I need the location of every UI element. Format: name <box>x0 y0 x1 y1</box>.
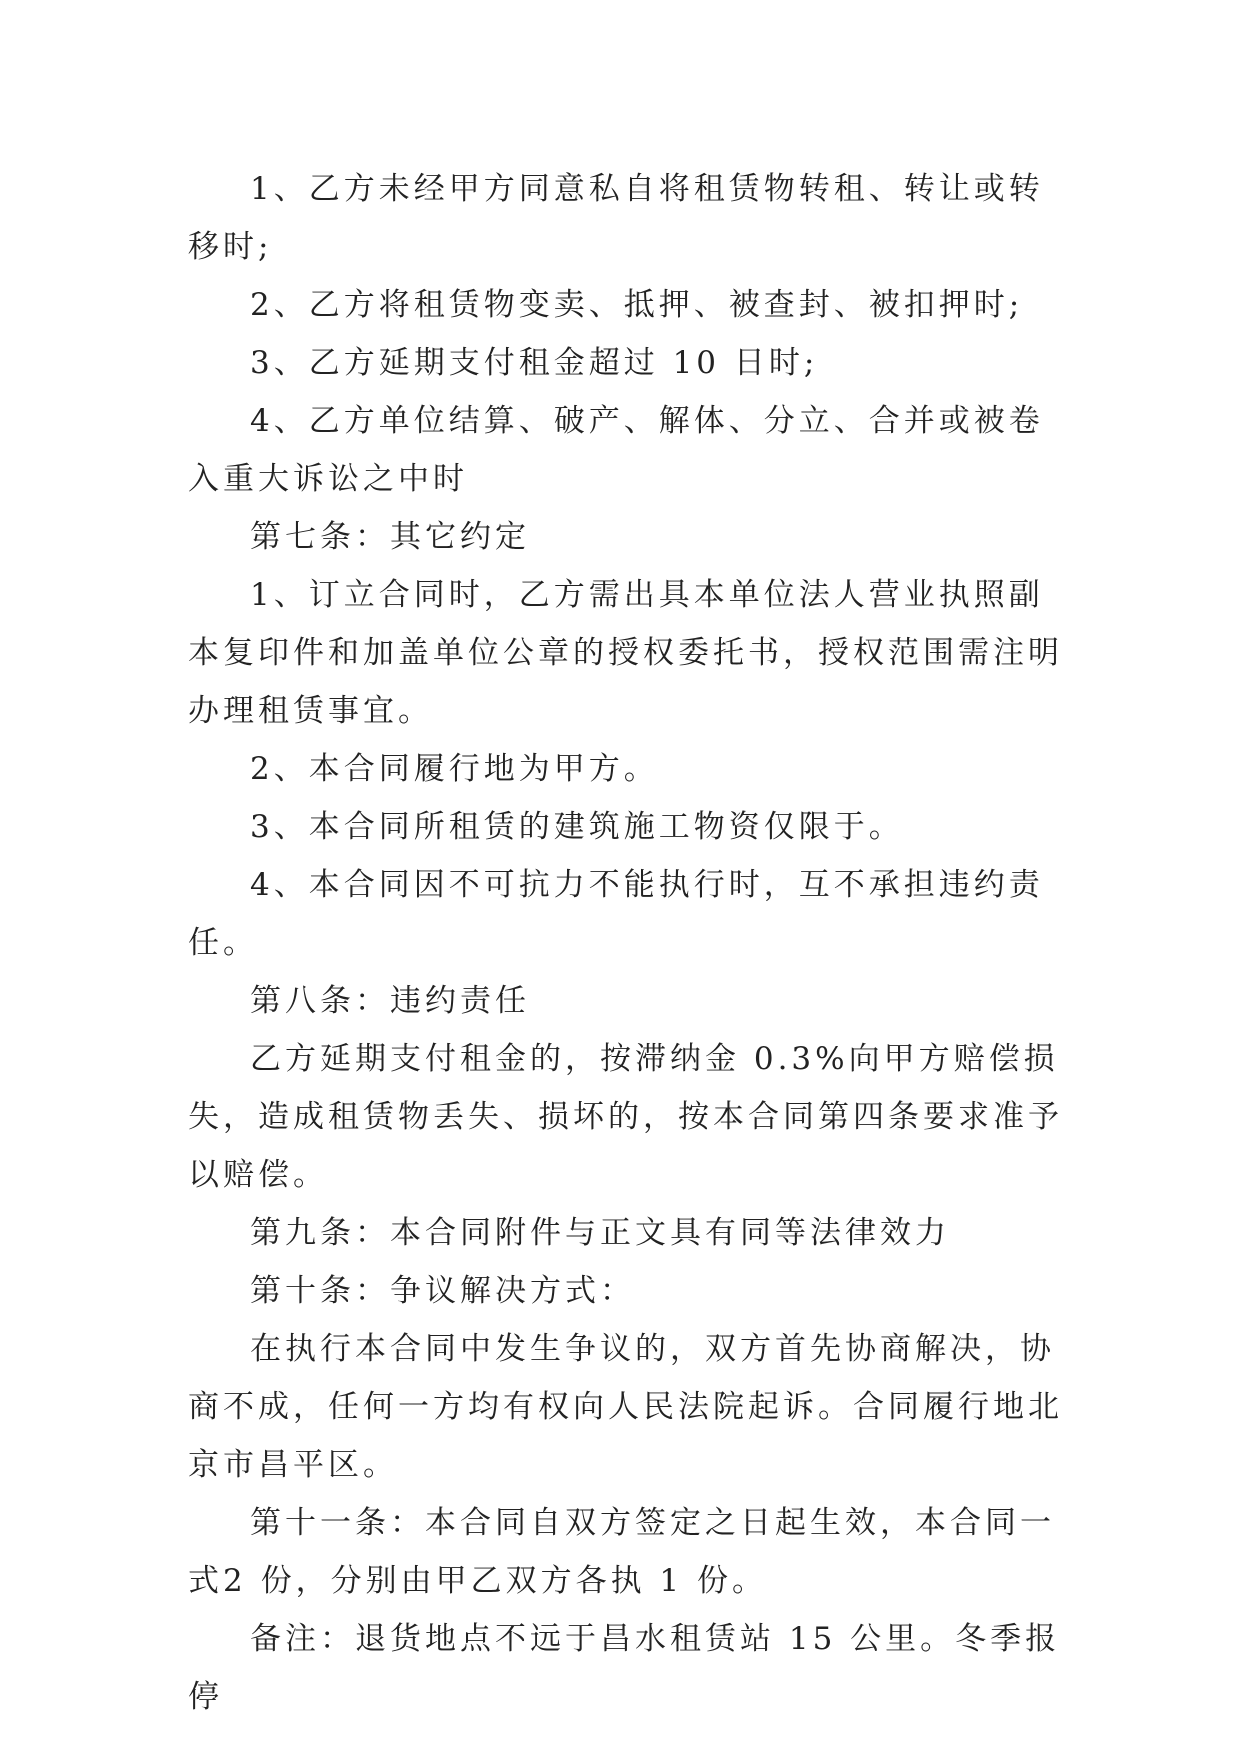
document-body <box>188 160 1068 1726</box>
clause-item-1: 1、乙方未经甲方同意私自将租赁物转租、转让或转移时; <box>188 171 1044 265</box>
article-7-item-3: 3、本合同所租赁的建筑施工物资仅限于。 <box>250 809 904 845</box>
article-7-item-4: 4、本合同因不可抗力不能执行时，互不承担违约责任。 <box>188 867 1044 961</box>
clause-item-2: 2、乙方将租赁物变卖、抵押、被查封、被扣押时; <box>250 287 1024 323</box>
remarks-text: 备注：退货地点不远于昌水租赁站 15 公里。冬季报停 <box>188 1621 1061 1715</box>
article-9-heading: 第九条：本合同附件与正文具有同等法律效力 <box>250 1215 950 1251</box>
article-10-text: 在执行本合同中发生争议的，双方首先协商解决，协商不成，任何一方均有权向人民法院起诉。合同履行地北京市昌平区。 <box>188 1331 1063 1483</box>
clause-item-4: 4、乙方单位结算、破产、解体、分立、合并或被卷入重大诉讼之中时 <box>188 403 1044 497</box>
article-8-heading: 第八条：违约责任 <box>250 983 530 1019</box>
article-7-heading: 第七条：其它约定 <box>250 519 530 555</box>
article-11-text: 第十一条：本合同自双方签定之日起生效，本合同一式2 份，分别由甲乙双方各执 1 份。 <box>188 1505 1055 1599</box>
article-10-heading: 第十条：争议解决方式： <box>250 1273 635 1309</box>
article-7-item-1: 1、订立合同时，乙方需出具本单位法人营业执照副本复印件和加盖单位公章的授权委托书，授权范围需注明办理租赁事宜。 <box>188 577 1063 729</box>
clause-item-3: 3、乙方延期支付租金超过 10 日时; <box>250 345 819 381</box>
article-7-item-2: 2、本合同履行地为甲方。 <box>250 751 659 787</box>
article-8-text: 乙方延期支付租金的，按滞纳金 0.3%向甲方赔偿损失，造成租赁物丢失、损坏的，按本合同第四条要求准予以赔偿。 <box>188 1041 1063 1193</box>
